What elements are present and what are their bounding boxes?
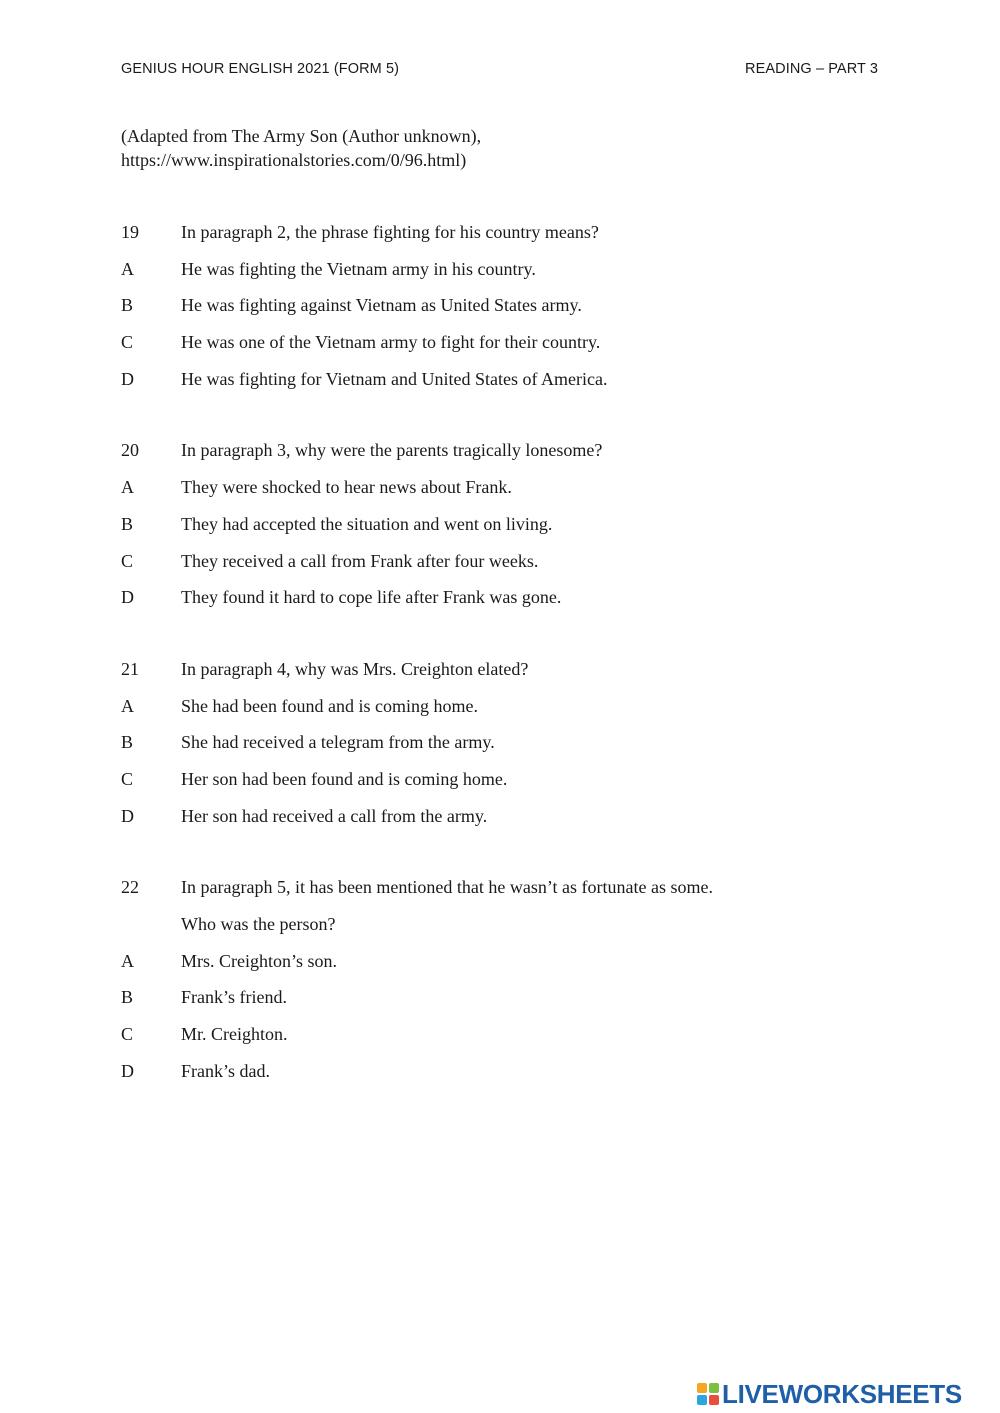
- option-letter: D: [121, 368, 134, 389]
- question-number: 22: [121, 877, 139, 898]
- option-row: [121, 369, 841, 406]
- option-text: He was fighting against Vietnam as United States army.: [181, 295, 582, 316]
- option-text: Frank’s dad.: [181, 1060, 270, 1081]
- option-letter: D: [121, 805, 134, 826]
- source-line-1: (Adapted from The Army Son (Author unknown),: [121, 126, 482, 146]
- option-letter: A: [121, 950, 134, 971]
- question-stem-continued: Who was the person?: [181, 914, 336, 934]
- option-letter: C: [121, 1024, 134, 1045]
- option-row: [121, 259, 841, 296]
- option-row: [121, 987, 841, 1024]
- question-20: [121, 440, 841, 623]
- option-text: Mr. Creighton.: [181, 1024, 288, 1045]
- option-text: He was fighting the Vietnam army in his country.: [181, 258, 536, 279]
- header-right: READING – PART 3: [745, 61, 878, 77]
- option-letter: B: [121, 295, 134, 316]
- option-letter: A: [121, 695, 134, 716]
- option-letter: C: [121, 768, 134, 789]
- option-row: [121, 587, 841, 624]
- question-list: [121, 222, 841, 1132]
- question-number: 20: [121, 440, 139, 461]
- option-letter: B: [121, 732, 134, 753]
- option-row: [121, 806, 841, 843]
- source-line-2: https://www.inspirationalstories.com/0/96.html): [121, 150, 467, 170]
- logo-text: LIVEWORKSHEETS: [722, 1379, 962, 1409]
- liveworksheets-logo: [697, 1379, 962, 1409]
- question-stem-row: [121, 914, 841, 951]
- option-letter: A: [121, 258, 134, 279]
- option-text: Her son had been found and is coming home.: [181, 768, 508, 789]
- option-text: They found it hard to cope life after Frank was gone.: [181, 587, 562, 608]
- source-citation: [121, 124, 481, 172]
- option-text: Mrs. Creighton’s son.: [181, 950, 338, 971]
- question-stem: In paragraph 5, it has been mentioned that he wasn’t as fortunate as some.: [181, 877, 714, 898]
- option-text: He was one of the Vietnam army to fight for their country.: [181, 332, 601, 353]
- option-text: Her son had received a call from the army.: [181, 805, 488, 826]
- question-stem: In paragraph 4, why was Mrs. Creighton elated?: [181, 658, 529, 679]
- question-21: [121, 659, 841, 842]
- option-text: They had accepted the situation and went on living.: [181, 513, 553, 534]
- liveworksheets-logo-icon: [697, 1383, 719, 1405]
- option-letter: C: [121, 332, 134, 353]
- option-text: They were shocked to hear news about Frank.: [181, 477, 512, 498]
- option-letter: B: [121, 513, 134, 534]
- option-text: She had received a telegram from the army.: [181, 732, 495, 753]
- option-row: [121, 477, 841, 514]
- option-row: [121, 1024, 841, 1061]
- option-row: [121, 951, 841, 988]
- option-row: [121, 1061, 841, 1098]
- option-letter: D: [121, 1060, 134, 1081]
- option-text: They received a call from Frank after four weeks.: [181, 550, 539, 571]
- question-number: 21: [121, 658, 139, 679]
- option-letter: A: [121, 477, 134, 498]
- header-left: GENIUS HOUR ENGLISH 2021 (FORM 5): [121, 61, 400, 77]
- option-row: [121, 514, 841, 551]
- page-header: [121, 61, 878, 77]
- option-row: [121, 332, 841, 369]
- question-stem-row: [121, 440, 841, 477]
- option-letter: B: [121, 987, 134, 1008]
- option-letter: D: [121, 587, 134, 608]
- option-row: [121, 295, 841, 332]
- option-row: [121, 769, 841, 806]
- question-stem-row: [121, 222, 841, 259]
- option-text: Frank’s friend.: [181, 987, 287, 1008]
- option-letter: C: [121, 550, 134, 571]
- option-row: [121, 696, 841, 733]
- option-row: [121, 551, 841, 588]
- option-text: He was fighting for Vietnam and United States of America.: [181, 368, 608, 389]
- question-stem-row: [121, 877, 841, 914]
- question-19: [121, 222, 841, 405]
- option-text: She had been found and is coming home.: [181, 695, 478, 716]
- question-number: 19: [121, 222, 139, 242]
- question-stem: In paragraph 2, the phrase fighting for his country means?: [181, 222, 599, 242]
- option-row: [121, 732, 841, 769]
- question-22: [121, 877, 841, 1097]
- question-stem-row: [121, 659, 841, 696]
- question-stem: In paragraph 3, why were the parents tragically lonesome?: [181, 440, 603, 461]
